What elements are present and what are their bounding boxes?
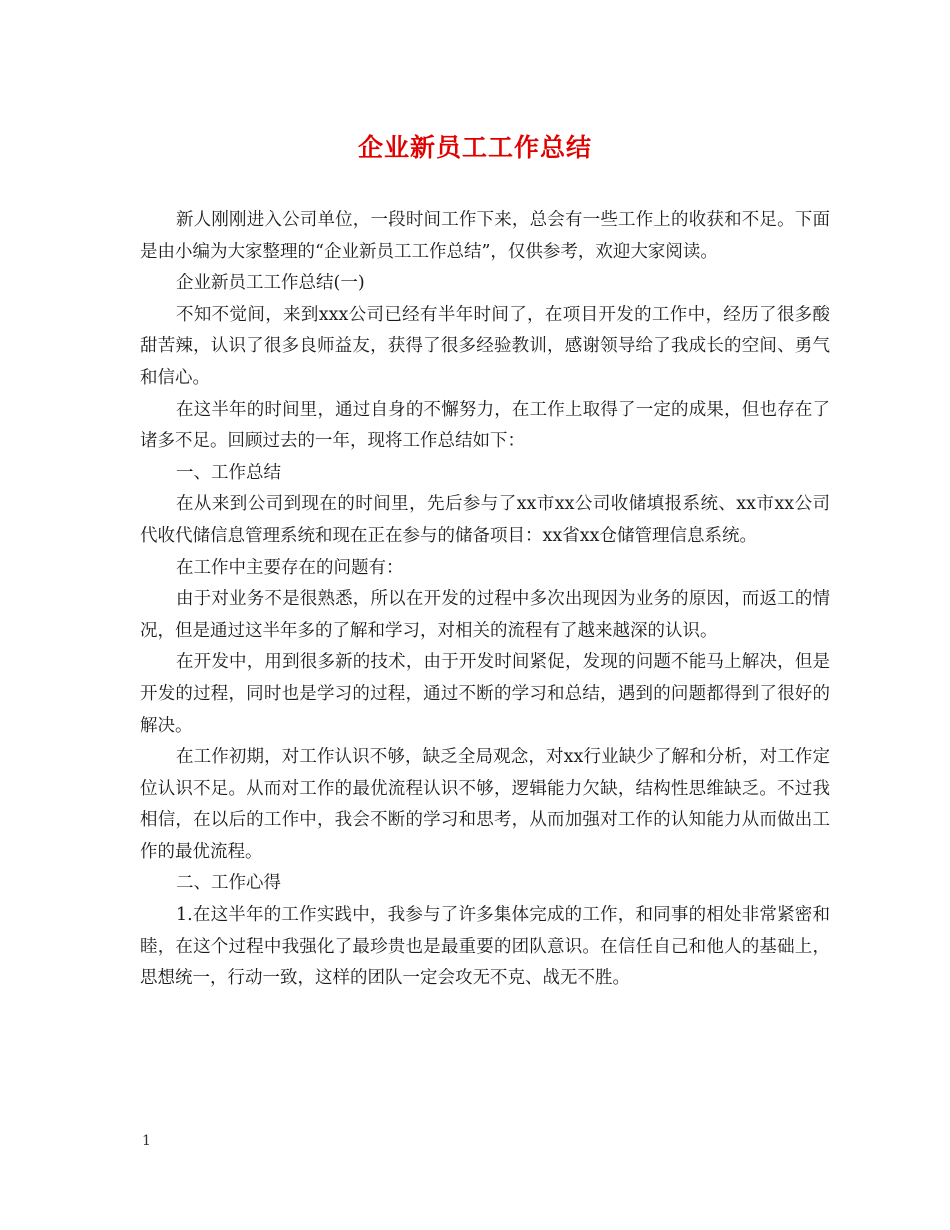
paragraph: 在从来到公司到现在的时间里，先后参与了xx市xx公司收储填报系统、xx市xx公司代收代储信息管理系统和现在正在参与的储备项目：xx省xx仓储管理信息系统。	[140, 494, 830, 546]
paragraph: 在工作中主要存在的问题有：	[176, 557, 404, 578]
paragraph: 在工作初期，对工作认识不够，缺乏全局观念，对xx行业缺少了解和分析，对工作定位认识不足。从而对工作的最优流程认识不够，逻辑能力欠缺，结构性思维缺乏。不过我相信，在以后的工作中，我会不断的学习和思考，从而加强对工作的认知能力从而做出工作的最优流程。	[140, 747, 830, 862]
page-number: 1	[142, 1133, 151, 1149]
document-body	[140, 205, 830, 995]
document-title: 企业新员工工作总结	[357, 133, 592, 162]
section-heading: 企业新员工工作总结(一)	[176, 273, 365, 294]
paragraph: 在这半年的时间里，通过自身的不懈努力，在工作上取得了一定的成果，但也存在了诸多不足。回顾过去的一年，现将工作总结如下：	[140, 399, 830, 452]
paragraph: 1.在这半年的工作实践中，我参与了许多集体完成的工作，和同事的相处非常紧密和睦，在这个过程中我强化了最珍贵也是最重要的团队意识。在信任自己和他人的基础上，思想统一，行动一致，这样的团队一定会攻无不克、战无不胜。	[140, 905, 830, 989]
section-heading: 一、工作总结	[176, 462, 281, 483]
paragraph: 不知不觉间，来到xxx公司已经有半年时间了，在项目开发的工作中，经历了很多酸甜苦辣，认识了很多良师益友，获得了很多经验教训，感谢领导给了我成长的空间、勇气和信心。	[140, 304, 830, 388]
section-heading: 二、工作心得	[176, 873, 281, 894]
paragraph: 在开发中，用到很多新的技术，由于开发时间紧促，发现的问题不能马上解决，但是开发的过程，同时也是学习的过程，通过不断的学习和总结，遇到的问题都得到了很好的解决。	[140, 652, 830, 736]
paragraph: 由于对业务不是很熟悉，所以在开发的过程中多次出现因为业务的原因，而返工的情况，但是通过这半年多的了解和学习，对相关的流程有了越来越深的认识。	[140, 589, 830, 641]
paragraph: 新人刚刚进入公司单位，一段时间工作下来，总会有一些工作上的收获和不足。下面是由小编为大家整理的“企业新员工工作总结”，仅供参考，欢迎大家阅读。	[140, 210, 830, 262]
